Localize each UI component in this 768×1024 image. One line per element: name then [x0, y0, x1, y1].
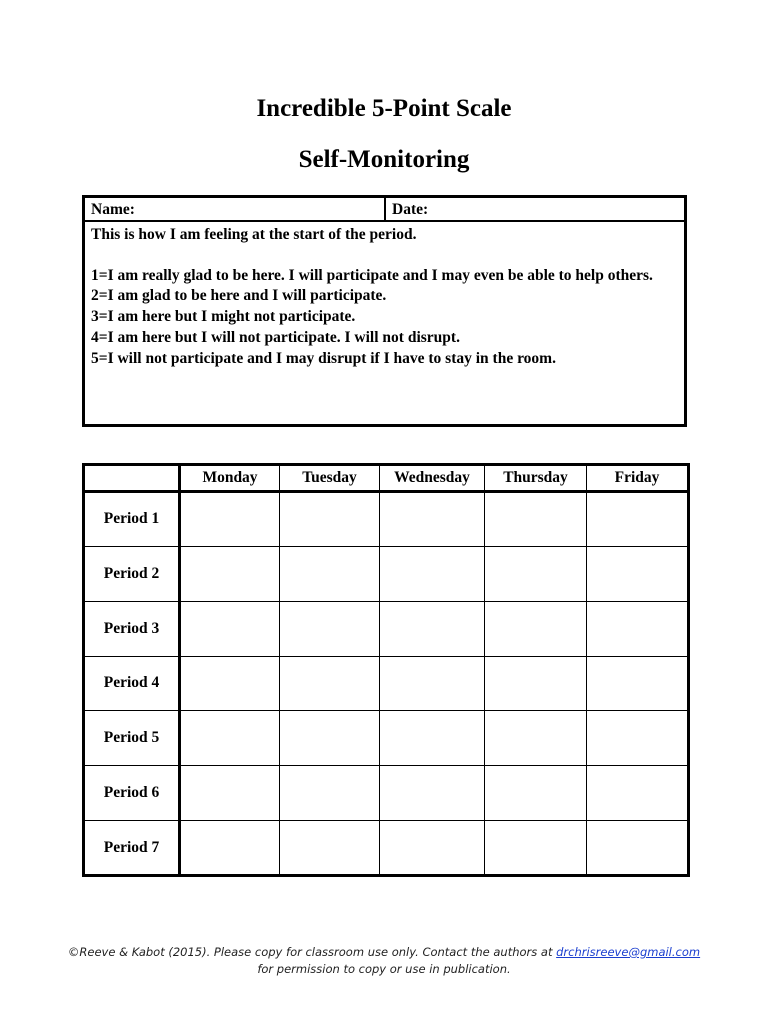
table-row [84, 711, 689, 766]
rating-cell[interactable] [280, 601, 380, 656]
scale-item-5: 5=I will not participate and I may disrupt if I have to stay in the room. [91, 349, 556, 367]
rating-cell[interactable] [280, 492, 380, 547]
rating-cell[interactable] [180, 821, 280, 876]
scale-item-3: 3=I am here but I might not participate. [91, 308, 356, 326]
period-label: Period 4 [84, 656, 180, 711]
date-field[interactable] [386, 198, 684, 220]
rating-cell[interactable] [180, 601, 280, 656]
day-header: Monday [180, 465, 280, 492]
rating-cell[interactable] [587, 546, 689, 601]
table-row [84, 821, 689, 876]
rating-cell[interactable] [280, 821, 380, 876]
table-row [84, 492, 689, 547]
scale-item-1: 1=I am really glad to be here. I will participate and I may even be able to help others. [91, 266, 653, 284]
period-label: Period 2 [84, 546, 180, 601]
name-field[interactable] [85, 198, 386, 220]
footer-text-after: for permission to copy or use in publication. [257, 962, 511, 976]
rating-cell[interactable] [180, 656, 280, 711]
rating-cell[interactable] [485, 766, 587, 821]
scale-item-2: 2=I am glad to be here and I will participate. [91, 287, 387, 305]
footer-note [60, 944, 708, 978]
scale-description [85, 222, 684, 369]
name-date-row [85, 198, 684, 222]
table-row [84, 546, 689, 601]
rating-cell[interactable] [587, 656, 689, 711]
name-label: Name: [91, 201, 135, 218]
rating-cell[interactable] [380, 766, 485, 821]
rating-cell[interactable] [485, 546, 587, 601]
day-header: Wednesday [380, 465, 485, 492]
table-row [84, 656, 689, 711]
rating-cell[interactable] [380, 821, 485, 876]
rating-cell[interactable] [180, 546, 280, 601]
day-header: Thursday [485, 465, 587, 492]
rating-cell[interactable] [485, 492, 587, 547]
date-label: Date: [392, 201, 429, 218]
spacer [91, 246, 678, 266]
rating-cell[interactable] [180, 766, 280, 821]
rating-cell[interactable] [485, 711, 587, 766]
rating-cell[interactable] [587, 821, 689, 876]
rating-cell[interactable] [485, 601, 587, 656]
period-label: Period 7 [84, 821, 180, 876]
period-label: Period 6 [84, 766, 180, 821]
rating-cell[interactable] [380, 546, 485, 601]
day-header: Friday [587, 465, 689, 492]
info-box [82, 195, 687, 427]
rating-cell[interactable] [485, 821, 587, 876]
scale-item-4: 4=I am here but I will not participate. I will not disrupt. [91, 328, 460, 346]
rating-cell[interactable] [380, 601, 485, 656]
rating-cell[interactable] [180, 711, 280, 766]
table-header-row [84, 465, 689, 492]
rating-cell[interactable] [180, 492, 280, 547]
rating-cell[interactable] [485, 656, 587, 711]
rating-cell[interactable] [380, 492, 485, 547]
rating-cell[interactable] [380, 711, 485, 766]
author-email-link[interactable]: drchrisreeve@gmail.com [556, 945, 701, 959]
rating-cell[interactable] [587, 766, 689, 821]
page-title: Incredible 5-Point Scale [256, 95, 512, 122]
period-label: Period 1 [84, 492, 180, 547]
rating-cell[interactable] [280, 546, 380, 601]
corner-cell [84, 465, 180, 492]
table-row [84, 601, 689, 656]
rating-cell[interactable] [280, 766, 380, 821]
page-subtitle: Self-Monitoring [298, 146, 470, 173]
day-header: Tuesday [280, 465, 380, 492]
footer-text-before: ©Reeve & Kabot (2015). Please copy for classroom use only. Contact the authors at [67, 945, 557, 959]
rating-cell[interactable] [587, 711, 689, 766]
period-label: Period 3 [84, 601, 180, 656]
schedule-table [82, 463, 690, 877]
rating-cell[interactable] [280, 711, 380, 766]
rating-cell[interactable] [280, 656, 380, 711]
rating-cell[interactable] [380, 656, 485, 711]
rating-cell[interactable] [587, 601, 689, 656]
rating-cell[interactable] [587, 492, 689, 547]
table-row [84, 766, 689, 821]
period-label: Period 5 [84, 711, 180, 766]
intro-text: This is how I am feeling at the start of the period. [91, 226, 417, 243]
